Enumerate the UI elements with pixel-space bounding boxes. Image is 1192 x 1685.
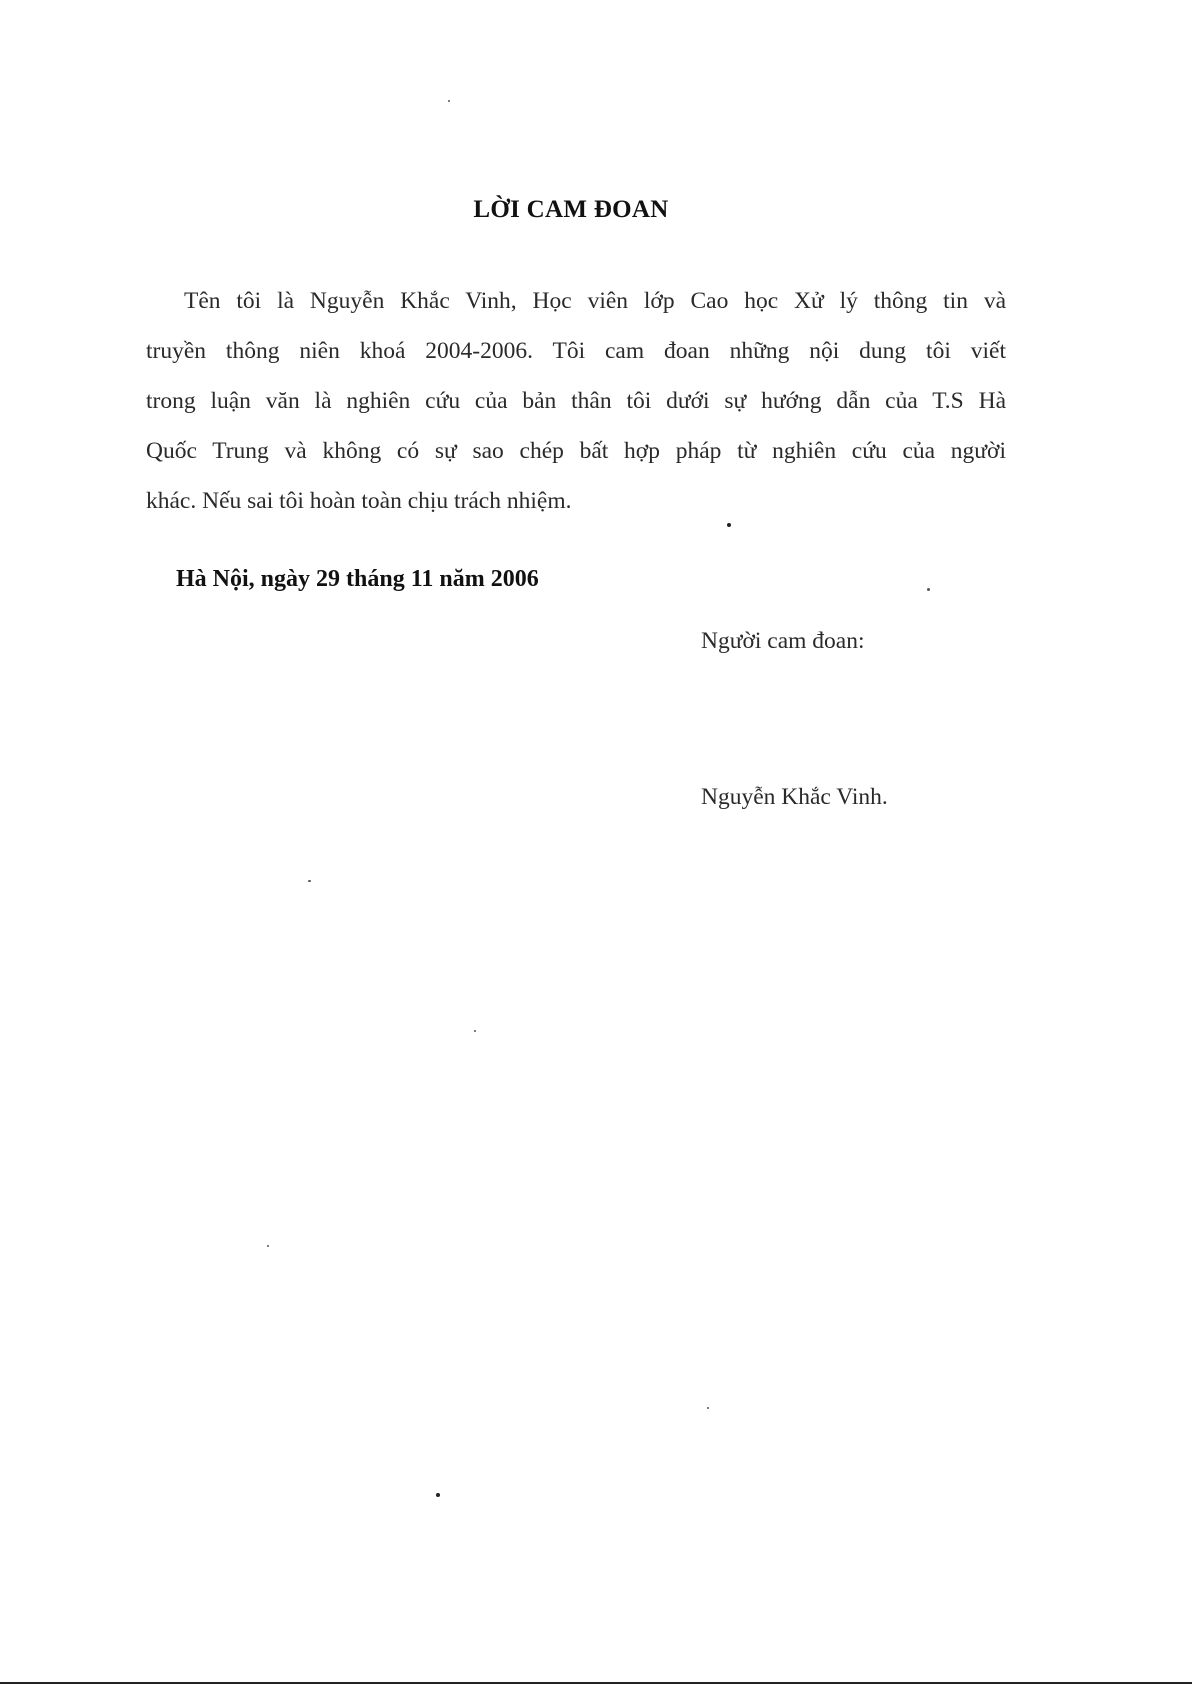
paragraph-line: Tên tôi là Nguyễn Khắc Vinh, Học viên lớp Cao học Xử lý thông tin và <box>184 288 1006 314</box>
signer-label: Người cam đoan: <box>701 628 865 654</box>
signer-name: Nguyễn Khắc Vinh. <box>701 784 888 810</box>
date-location-line: Hà Nội, ngày 29 tháng 11 năm 2006 <box>176 566 539 592</box>
scan-speck <box>727 523 731 527</box>
paragraph-line: khác. Nếu sai tôi hoàn toàn chịu trách nhiệm. <box>146 488 572 514</box>
scan-speck <box>927 588 930 591</box>
page-title: LỜI CAM ĐOAN <box>473 196 669 223</box>
scan-speck <box>474 1030 476 1032</box>
scan-edge-line <box>0 1682 1192 1684</box>
scan-speck <box>308 880 311 882</box>
scan-speck <box>267 1245 269 1247</box>
paragraph-line: trong luận văn là nghiên cứu của bản thân tôi dưới sự hướng dẫn của T.S Hà <box>146 388 1006 414</box>
paragraph-line: truyền thông niên khoá 2004-2006. Tôi cam đoan những nội dung tôi viết <box>146 338 1006 364</box>
scan-speck <box>448 100 450 102</box>
scan-speck <box>707 1407 709 1409</box>
declaration-paragraph <box>146 276 1006 526</box>
paragraph-line: Quốc Trung và không có sự sao chép bất hợp pháp từ nghiên cứu của người <box>146 438 1006 464</box>
scan-speck <box>436 1493 440 1497</box>
